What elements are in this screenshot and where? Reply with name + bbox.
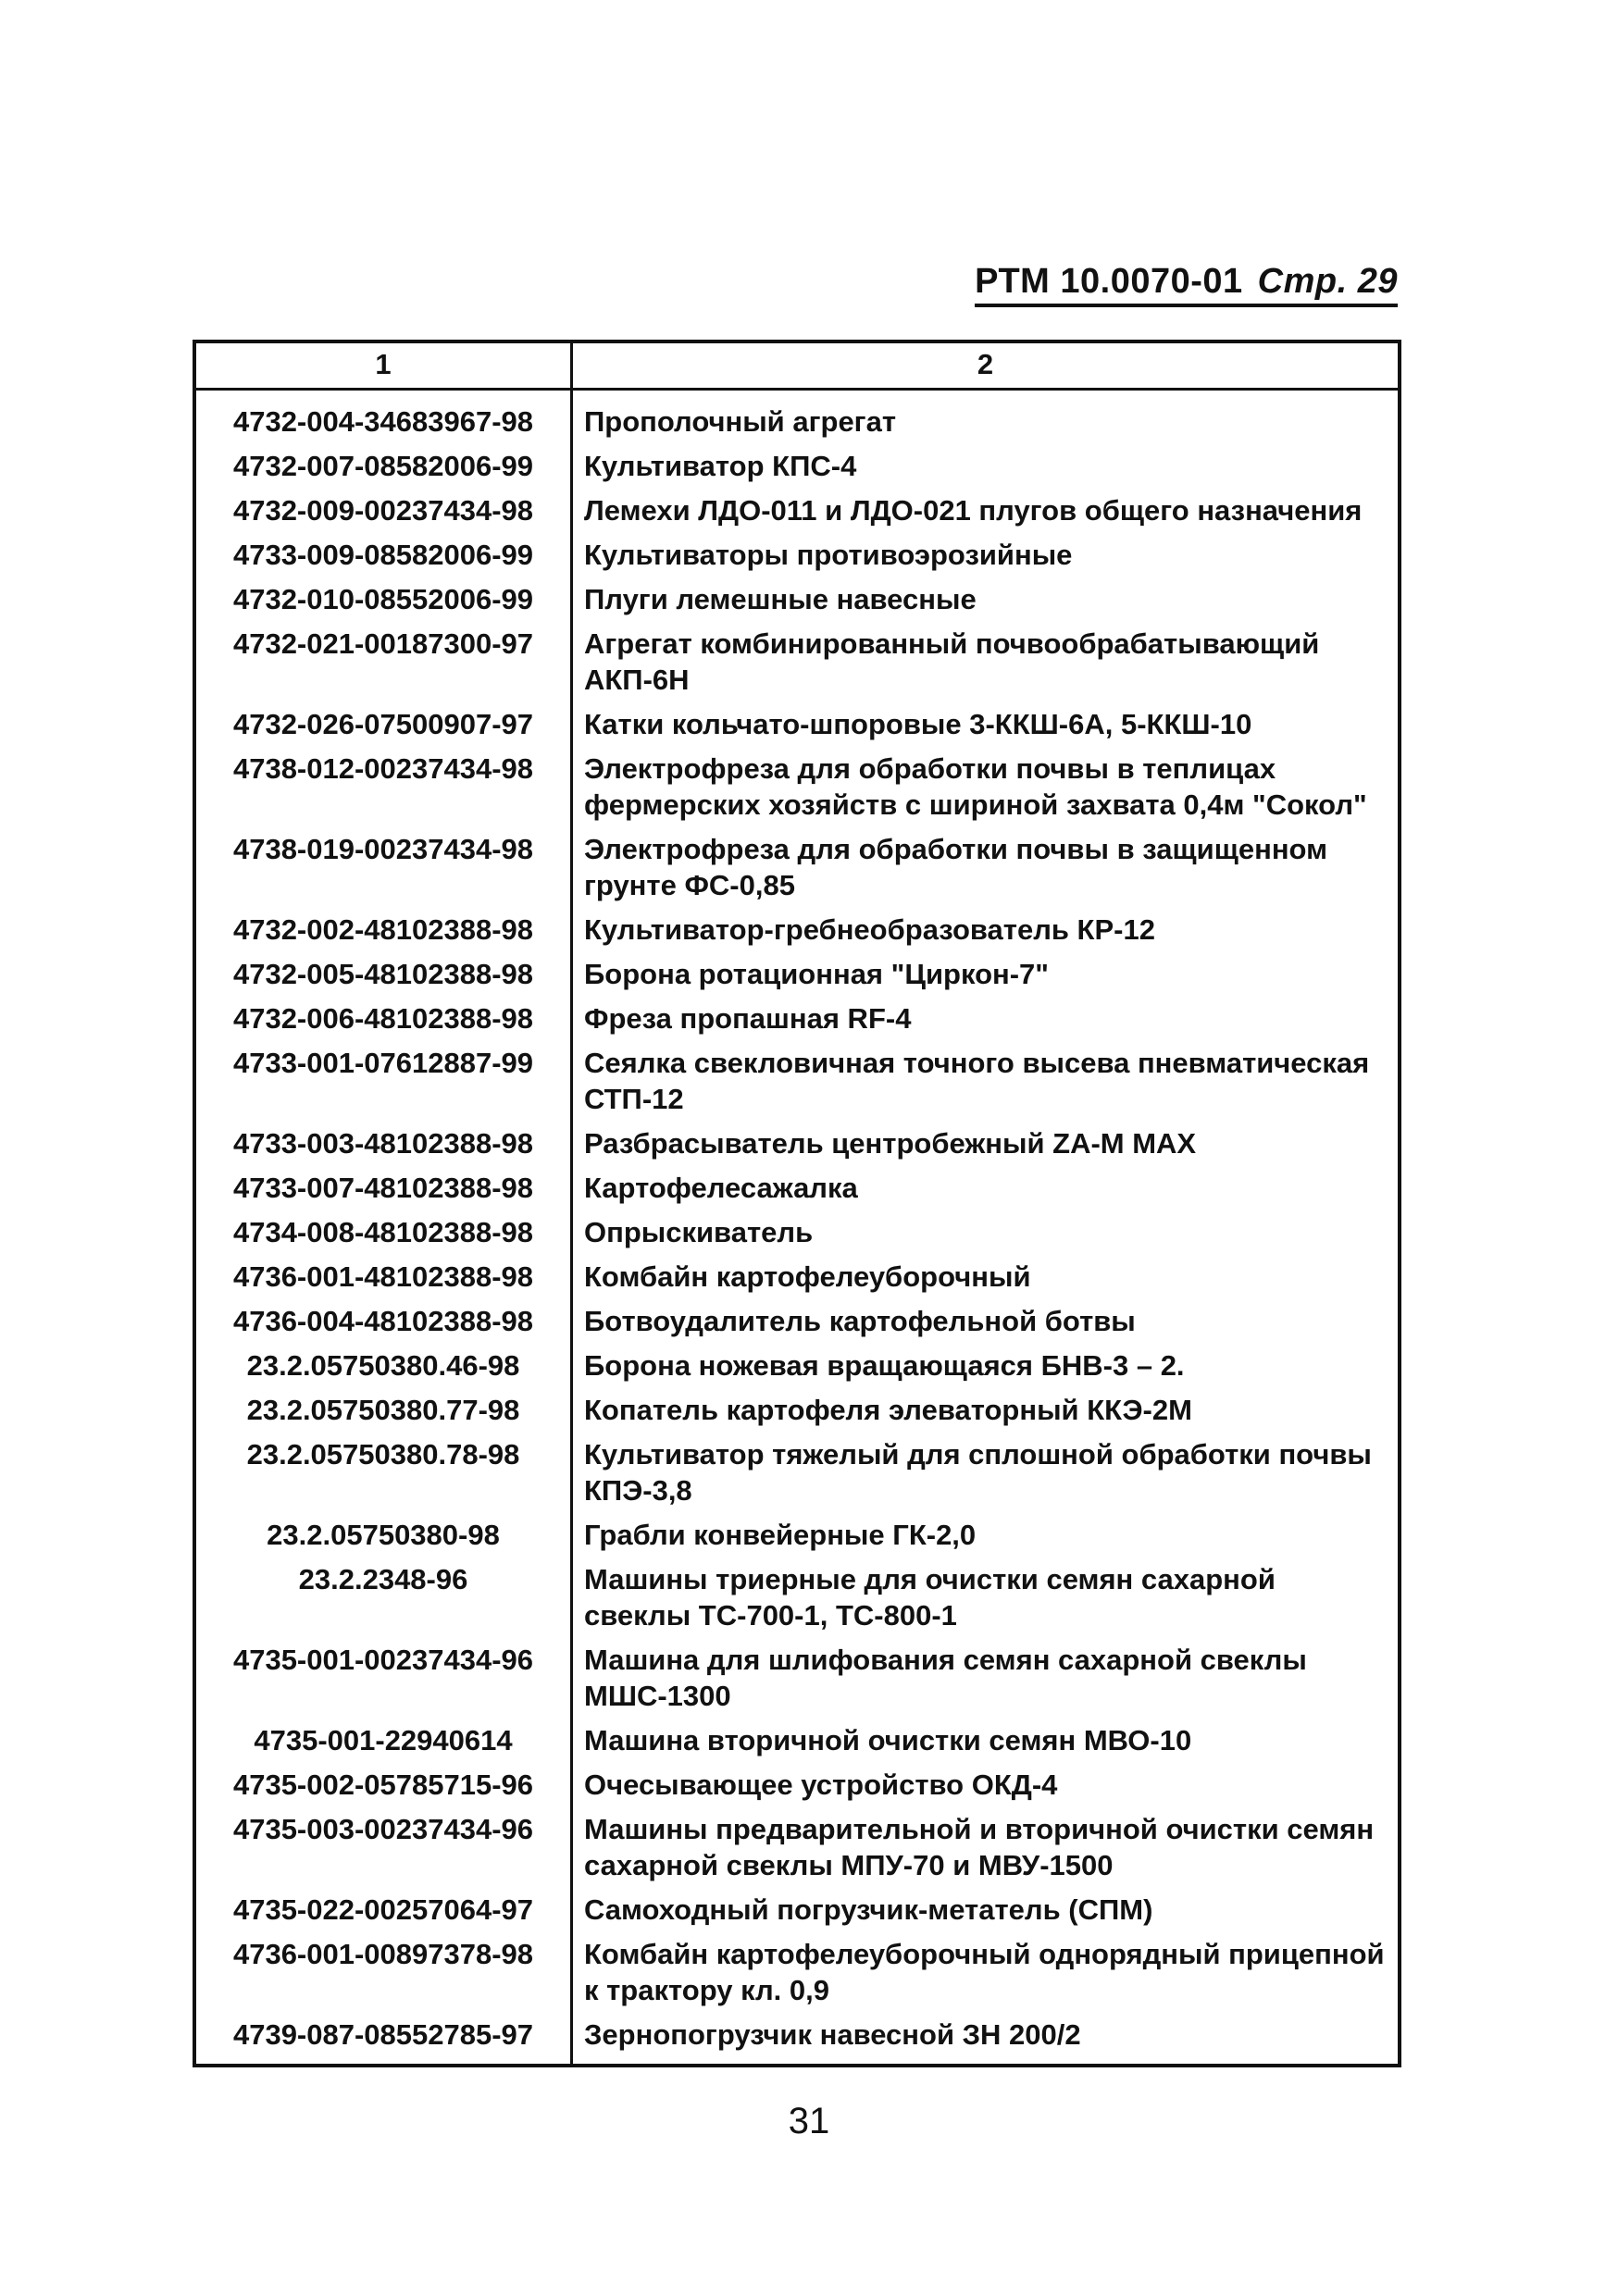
table-body (194, 390, 1400, 2066)
spec-code-cell: 4732-009-00237434-98 (194, 490, 572, 535)
table-row (194, 490, 1400, 535)
table-row (194, 954, 1400, 999)
table-row (194, 1043, 1400, 1123)
table-row (194, 1123, 1400, 1168)
product-name-cell: Фреза пропашная RF-4 (584, 1002, 912, 1035)
table-row (194, 579, 1400, 624)
table-header-row (194, 341, 1400, 390)
column-header-1: 1 (194, 341, 572, 390)
product-name-cell: Культиватор КПС-4 (584, 450, 857, 482)
spec-code-cell: 4732-005-48102388-98 (194, 954, 572, 999)
product-name-cell: Борона ножевая вращающаяся БНВ-3 – 2. (584, 1349, 1185, 1382)
table-row (194, 1434, 1400, 1515)
table-row (194, 1890, 1400, 1934)
table-row (194, 704, 1400, 749)
document-code: РТМ 10.0070-01 (975, 262, 1243, 301)
column-header-2: 2 (572, 341, 1400, 390)
spec-code-cell: 4734-008-48102388-98 (194, 1212, 572, 1257)
spec-code-cell: 4732-007-08582006-99 (194, 446, 572, 490)
product-name-cell: Комбайн картофелеуборочный однорядный прицепной к трактору кл. 0,9 (584, 1938, 1385, 2006)
page-number: 31 (788, 2101, 830, 2141)
spec-code-cell: 4732-004-34683967-98 (194, 390, 572, 447)
table-row (194, 390, 1400, 447)
product-name-cell: Разбрасыватель центробежный ZA-M MAX (584, 1127, 1197, 1160)
table-row (194, 1640, 1400, 1720)
product-name-cell: Агрегат комбинированный почвообрабатывающий АКП-6Н (584, 627, 1320, 696)
table-row (194, 910, 1400, 954)
product-name-cell: Грабли конвейерные ГК-2,0 (584, 1519, 977, 1551)
spec-code-cell: 4736-001-00897378-98 (194, 1934, 572, 2015)
table-row (194, 1559, 1400, 1640)
product-name-cell: Машины триерные для очистки семян сахарной свеклы ТС-700-1, ТС-800-1 (584, 1563, 1276, 1632)
product-name-cell: Комбайн картофелеуборочный (584, 1260, 1031, 1293)
spec-code-cell: 4732-026-07500907-97 (194, 704, 572, 749)
product-name-cell: Опрыскиватель (584, 1216, 814, 1248)
product-name-cell: Культиватор тяжелый для сплошной обработки почвы КПЭ-3,8 (584, 1438, 1372, 1507)
spec-code-cell: 4732-010-08552006-99 (194, 579, 572, 624)
spec-code-cell: 4735-022-00257064-97 (194, 1890, 572, 1934)
table-row (194, 1346, 1400, 1390)
product-name-cell: Ботвоудалитель картофельной ботвы (584, 1305, 1136, 1337)
table-row (194, 999, 1400, 1043)
spec-code-cell: 4735-001-22940614 (194, 1720, 572, 1765)
product-name-cell: Электрофреза для обработки почвы в теплицах фермерских хозяйств с шириной захвата 0,4м "Сокол" (584, 752, 1367, 821)
spec-code-cell: 4735-001-00237434-96 (194, 1640, 572, 1720)
product-name-cell: Катки кольчато-шпоровые 3-ККШ-6А, 5-ККШ-10 (584, 708, 1252, 740)
spec-code-cell: 4739-087-08552785-97 (194, 2015, 572, 2066)
spec-code-cell: 23.2.05750380.78-98 (194, 1434, 572, 1515)
product-name-cell: Культиваторы противоэрозийные (584, 539, 1073, 571)
product-name-cell: Очесывающее устройство ОКД-4 (584, 1769, 1058, 1801)
table-row (194, 1765, 1400, 1809)
table-row (194, 624, 1400, 704)
table-row (194, 1301, 1400, 1346)
spec-code-cell: 4735-003-00237434-96 (194, 1809, 572, 1890)
spec-code-cell: 4732-006-48102388-98 (194, 999, 572, 1043)
table-row (194, 1257, 1400, 1301)
product-name-cell: Зернопогрузчик навесной ЗН 200/2 (584, 2018, 1081, 2051)
spec-code-cell: 4732-002-48102388-98 (194, 910, 572, 954)
specifications-table (193, 340, 1401, 2067)
table-row (194, 535, 1400, 579)
product-name-cell: Лемехи ЛДО-011 и ЛДО-021 плугов общего назначения (584, 494, 1363, 527)
spec-code-cell: 4736-001-48102388-98 (194, 1257, 572, 1301)
product-name-cell: Сеялка свекловичная точного высева пневматическая СТП-12 (584, 1047, 1370, 1115)
table-row (194, 829, 1400, 910)
spec-code-cell: 23.2.05750380.77-98 (194, 1390, 572, 1434)
product-name-cell: Электрофреза для обработки почвы в защищенном грунте ФС-0,85 (584, 833, 1328, 901)
product-name-cell: Самоходный погрузчик-метатель (СПМ) (584, 1893, 1153, 1926)
product-name-cell: Прополочный агрегат (584, 405, 897, 438)
spec-code-cell: 4732-021-00187300-97 (194, 624, 572, 704)
product-name-cell: Копатель картофеля элеваторный ККЭ-2М (584, 1394, 1192, 1426)
table-row (194, 446, 1400, 490)
table-row (194, 1390, 1400, 1434)
spec-code-cell: 4738-019-00237434-98 (194, 829, 572, 910)
spec-code-cell: 23.2.05750380.46-98 (194, 1346, 572, 1390)
product-name-cell: Плуги лемешные навесные (584, 583, 977, 615)
product-name-cell: Картофелесажалка (584, 1172, 858, 1204)
product-name-cell: Культиватор-гребнеобразователь КР-12 (584, 913, 1155, 946)
page-header (975, 261, 1398, 307)
spec-code-cell: 4738-012-00237434-98 (194, 749, 572, 829)
table-row (194, 2015, 1400, 2066)
table-row (194, 749, 1400, 829)
spec-code-cell: 4735-002-05785715-96 (194, 1765, 572, 1809)
product-name-cell: Борона ротационная "Циркон-7" (584, 958, 1049, 990)
spec-code-cell: 4736-004-48102388-98 (194, 1301, 572, 1346)
table-row (194, 1809, 1400, 1890)
spec-code-cell: 23.2.05750380-98 (194, 1515, 572, 1559)
table-row (194, 1212, 1400, 1257)
spec-code-cell: 4733-009-08582006-99 (194, 535, 572, 579)
spec-code-cell: 4733-003-48102388-98 (194, 1123, 572, 1168)
table-row (194, 1720, 1400, 1765)
spec-code-cell: 4733-001-07612887-99 (194, 1043, 572, 1123)
page-label: Стр. 29 (1257, 262, 1398, 301)
table-row (194, 1934, 1400, 2015)
spec-code-cell: 4733-007-48102388-98 (194, 1168, 572, 1212)
product-name-cell: Машина вторичной очистки семян МВО-10 (584, 1724, 1192, 1756)
product-name-cell: Машины предварительной и вторичной очистки семян сахарной свеклы МПУ-70 и МВУ-1500 (584, 1813, 1375, 1881)
product-name-cell: Машина для шлифования семян сахарной свеклы МШС-1300 (584, 1644, 1307, 1712)
table-row (194, 1515, 1400, 1559)
spec-code-cell: 23.2.2348-96 (194, 1559, 572, 1640)
table-row (194, 1168, 1400, 1212)
